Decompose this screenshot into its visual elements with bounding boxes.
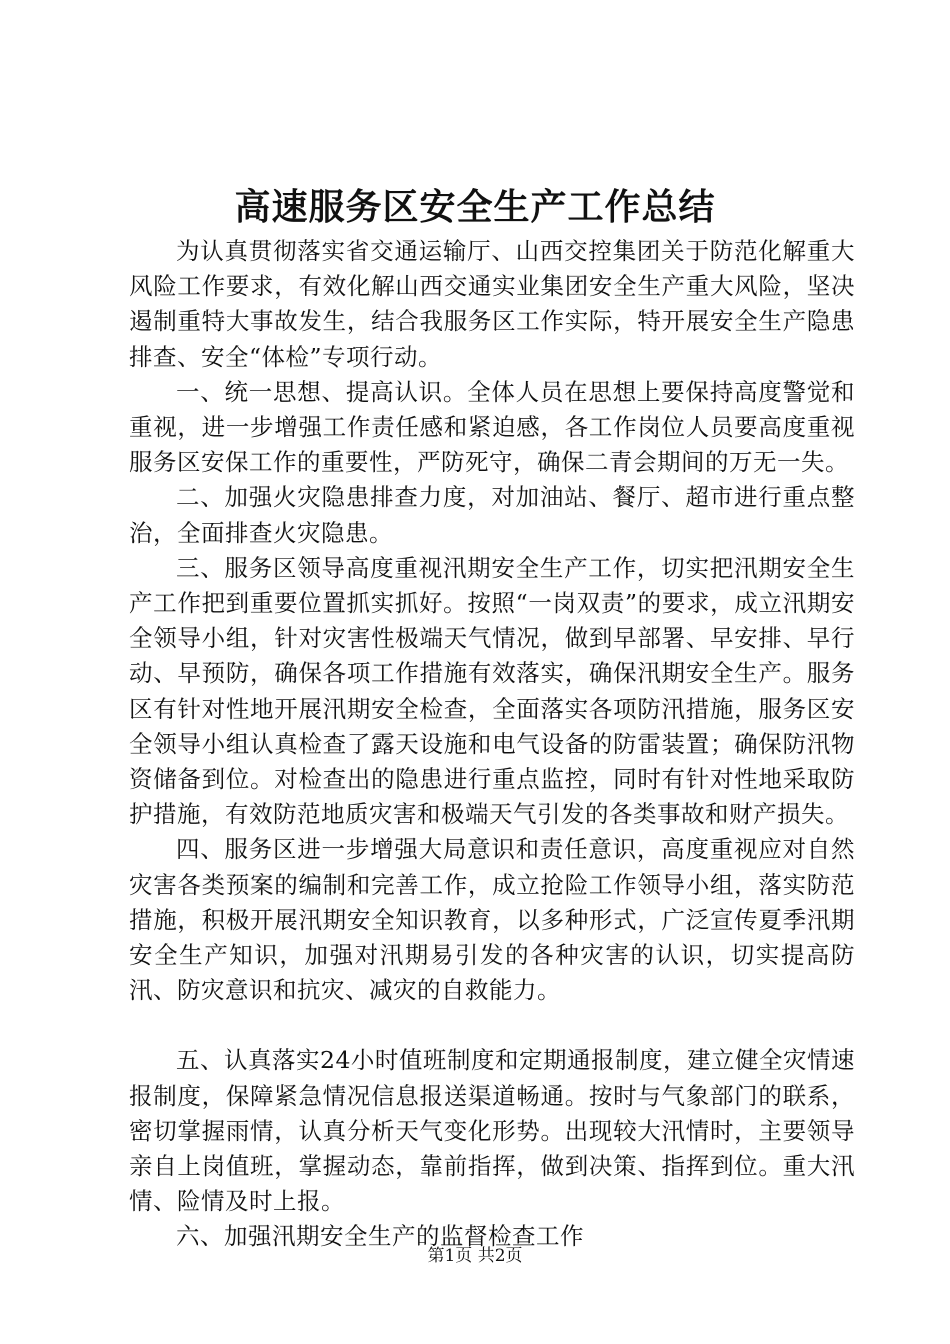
paragraph-intro: 为认真贯彻落实省交通运输厅、山西交控集团关于防范化解重大风险工作要求，有效化解山西交通实业集团安全生产重大风险，坚决遏制重特大事故发生，结合我服务区工作实际，特开展安全生产隐患排查、安全“体检”专项行动。: [129, 237, 855, 371]
page-number-footer: 第1页 共2页: [427, 1246, 523, 1266]
document-title: 高速服务区安全生产工作总结: [234, 186, 716, 228]
paragraph-section-2: 二、加强火灾隐患排查力度，对加油站、餐厅、超市进行重点整治，全面排查火灾隐患。: [129, 483, 855, 547]
paragraph-section-3: 三、服务区领导高度重视汛期安全生产工作，切实把汛期安全生产工作把到重要位置抓实抓好。按照“一岗双责”的要求，成立汛期安全领导小组，针对灾害性极端天气情况，做到早部署、早安排、早行动、早预防，确保各项工作措施有效落实，确保汛期安全生产。服务区有针对性地开展汛期安全检查，全面落实各项防汛措施，服务区安全领导小组认真检查了露天设施和电气设备的防雷装置；确保防汛物资储备到位。对检查出的隐患进行重点监控，同时有针对性地采取防护措施，有效防范地质灾害和极端天气引发的各类事故和财产损失。: [129, 553, 855, 829]
paragraph-section-1: 一、统一思想、提高认识。全体人员在思想上要保持高度警觉和重视，进一步增强工作责任感和紧迫感，各工作岗位人员要高度重视服务区安保工作的重要性，严防死守，确保二青会期间的万无一失。: [129, 377, 855, 477]
document-body: [129, 234, 855, 1255]
paragraph-section-4: 四、服务区进一步增强大局意识和责任意识，高度重视应对自然灾害各类预案的编制和完善工作，成立抢险工作领导小组，落实防范措施，积极开展汛期安全知识教育，以多种形式，广泛宣传夏季汛期安全生产知识，加强对汛期易引发的各种灾害的认识，切实提高防汛、防灾意识和抗灾、减灾的自救能力。: [129, 835, 855, 1005]
paragraph-section-6: 六、加强汛期安全生产的监督检查工作: [176, 1222, 584, 1251]
paragraph-section-5: 五、认真落实24小时值班制度和定期通报制度，建立健全灾情速报制度，保障紧急情况信息报送渠道畅通。按时与气象部门的联系，密切掌握雨情，认真分析天气变化形势。出现较大汛情时，主要领导亲自上岗值班，掌握动态，靠前指挥，做到决策、指挥到位。重大汛情、险情及时上报。: [129, 1046, 855, 1216]
